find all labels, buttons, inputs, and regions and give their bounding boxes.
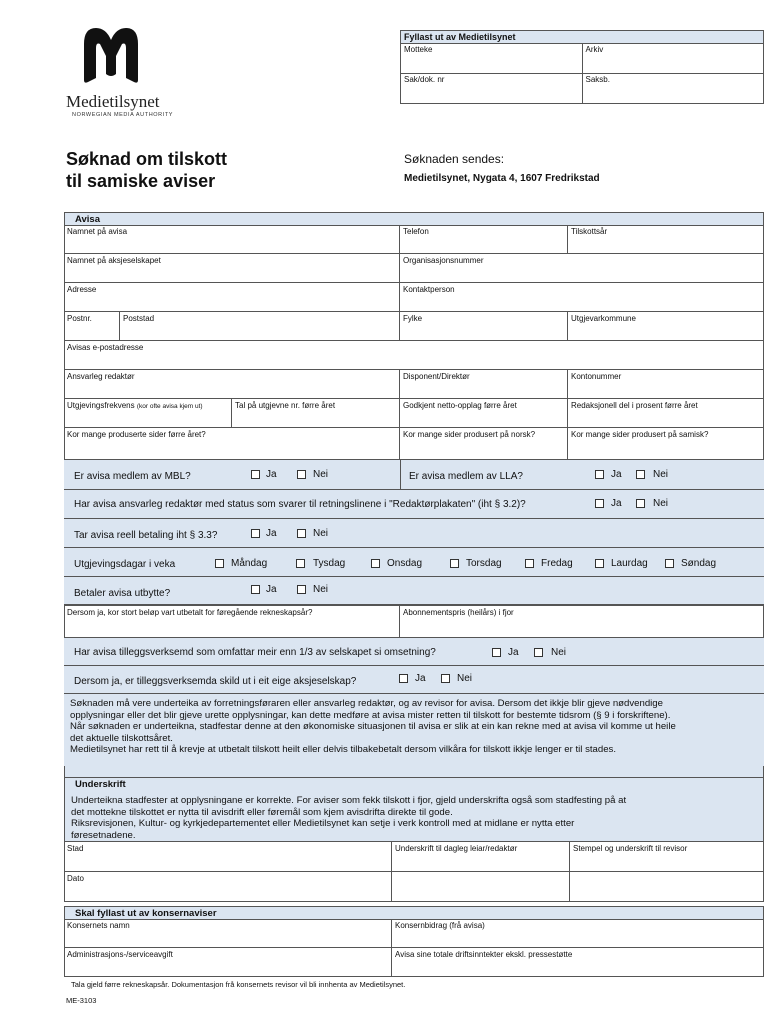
utbytte-question: Betaler avisa utbytte? (74, 588, 171, 599)
betaling-question: Tar avisa reell betaling iht § 3.3? (74, 530, 218, 541)
utbytte-nei-label: Nei (313, 584, 329, 595)
tilskottsar-field[interactable]: Tilskottsår (571, 227, 608, 236)
motteke-field[interactable]: Motteke (401, 44, 583, 74)
day-label-fredag: Fredag (541, 558, 573, 569)
day-checkbox-sondag[interactable] (665, 559, 674, 568)
redaktorplakat-nei-label: Nei (653, 498, 669, 509)
orgnr-field[interactable]: Organisasjonsnummer (403, 256, 484, 265)
day-label-laurdag: Laurdag (611, 558, 648, 569)
sakdok-field[interactable]: Sak/dok. nr (401, 74, 583, 104)
notice-line: opplysningar eller det blir gjeve urette opplysningar, kan dette medføre at avisa mister retten til tilskott for bestemte tidsrom (§ 9 i forskriftene). (70, 709, 671, 721)
day-checkbox-torsdag[interactable] (450, 559, 459, 568)
tillegg-skild-ja-checkbox[interactable] (399, 674, 408, 683)
table-row (64, 842, 764, 872)
tillegg-skild-ja-label: Ja (415, 673, 426, 684)
underskrift-line: føresetnadene. (71, 829, 136, 841)
belop-field[interactable]: Dersom ja, kor stort beløp vart utbetalt for føregående rekneskapsår? (64, 606, 400, 637)
title-line-2: til samiske aviser (66, 171, 216, 191)
lla-nei-label: Nei (653, 469, 669, 480)
day-label-sondag: Søndag (681, 558, 717, 569)
tillegg-ja-label: Ja (508, 647, 519, 658)
kontaktperson-field[interactable]: Kontaktperson (403, 285, 455, 294)
epost-field[interactable]: Avisas e-postadresse (67, 343, 144, 352)
office-use-box (400, 30, 764, 104)
notice-text (70, 698, 760, 756)
divider (400, 460, 401, 489)
question-tillegg (64, 638, 764, 666)
logo-subtitle: NORWEGIAN MEDIA AUTHORITY (72, 112, 174, 118)
avisa-header: Avisa (64, 212, 764, 226)
question-mbl-lla (64, 460, 764, 490)
mbl-ja-label: Ja (266, 469, 277, 480)
day-label-tysdag: Tysdag (313, 558, 346, 569)
leiar-signature-field[interactable]: Underskrift til dagleg leiar/redaktør (392, 842, 570, 871)
konsern-namn-field[interactable]: Konsernets namn (64, 919, 392, 947)
day-checkbox-laurdag[interactable] (595, 559, 604, 568)
telefon-field[interactable]: Telefon (400, 225, 568, 253)
driftsinntekter-field[interactable]: Avisa sine totale driftsinntekter ekskl. pressestøtte (395, 950, 573, 959)
stad-field[interactable]: Stad (64, 842, 392, 871)
underskrift-line: Riksrevisjonen, Kultur- og kyrkjedepartementet eller Medietilsynet kan setje i verk kontroll med at midlane er nytta etter (71, 818, 575, 829)
tillegg-question: Har avisa tilleggsverksemd som omfattar meir enn 1/3 av selskapet si omsetning? (74, 647, 436, 658)
table-row (64, 341, 764, 370)
question-betaling (64, 519, 764, 548)
mbl-question: Er avisa medlem av MBL? (74, 471, 191, 482)
notice-line: Medietilsynet har rett til å krevje at utbetalt tilskott heilt eller delvis tilbakebetalt dersom vilkåra for tilskott ikkje lenger er til stades. (70, 744, 617, 755)
dagar-question: Utgjevingsdagar i veka (74, 559, 176, 570)
revisor-stamp-field[interactable]: Stempel og underskrift til revisor (573, 844, 688, 853)
table-row (64, 399, 764, 428)
tillegg-nei-checkbox[interactable] (534, 648, 543, 657)
mbl-nei-label: Nei (313, 469, 329, 480)
utbytte-nei-checkbox[interactable] (297, 585, 306, 594)
aksjeselskap-field[interactable]: Namnet på aksjeselskapet (64, 254, 400, 282)
table-row (64, 428, 764, 460)
frekvens-label: Utgjevingsfrekvens (67, 401, 135, 410)
frekvens-field[interactable] (64, 399, 232, 427)
disponent-field[interactable]: Disponent/Direktør (400, 370, 568, 398)
send-address: Medietilsynet, Nygata 4, 1607 Fredrikstad (404, 173, 600, 184)
mbl-ja-checkbox[interactable] (251, 470, 260, 479)
dato-field[interactable]: Dato (64, 872, 392, 901)
day-label-torsdag: Torsdag (466, 558, 502, 569)
frekvens-note: (kor ofte avisa kjem ut) (136, 403, 203, 410)
table-row (64, 225, 764, 254)
table-row (64, 948, 764, 977)
question-dagar (64, 548, 764, 577)
konsern-header: Skal fyllast ut av konsernaviser (64, 906, 764, 920)
day-checkbox-fredag[interactable] (525, 559, 534, 568)
underskrift-line: det mottekne tilskottet er nytta til avisdrift eller føremål som kjem avisdrifta direkte til gode. (71, 806, 453, 818)
mbl-nei-checkbox[interactable] (297, 470, 306, 479)
lla-ja-checkbox[interactable] (595, 470, 604, 479)
question-tillegg-skild (64, 666, 764, 694)
page-title (66, 148, 366, 192)
admin-avgift-field[interactable]: Administrasjons-/serviceavgift (64, 948, 392, 977)
konsernbidrag-field[interactable]: Konsernbidrag (frå avisa) (395, 921, 485, 930)
table-row (64, 872, 764, 902)
day-checkbox-mandag[interactable] (215, 559, 224, 568)
sider-field[interactable]: Kor mange produserte sider førre året? (64, 428, 400, 459)
opplag-field[interactable]: Godkjent netto-opplag førre året (400, 399, 568, 427)
office-use-header: Fyllast ut av Medietilsynet (401, 31, 764, 44)
notice-line: Når søknaden er underteikna, stadfestar denne at den økonomiske situasjonen til avisa er slik at ein kan rekne med at avisa vil komme ut heile (70, 721, 676, 732)
day-checkbox-onsdag[interactable] (371, 559, 380, 568)
adresse-field[interactable]: Adresse (64, 283, 400, 311)
redaktorplakat-nei-checkbox[interactable] (636, 499, 645, 508)
tillegg-skild-question: Dersom ja, er tilleggsverksemda skild ut i eit eige aksjeselskap? (74, 676, 357, 687)
underskrift-text (71, 795, 761, 841)
notice-box (64, 694, 764, 766)
saksb-field[interactable]: Saksb. (582, 74, 764, 104)
poststad-field[interactable]: Poststad (120, 312, 400, 340)
table-row (64, 370, 764, 399)
title-line-1: Søknad om tilskott (66, 149, 228, 169)
sider-samisk-field[interactable]: Kor mange sider produsert på samisk? (571, 430, 709, 439)
day-label-mandag: Måndag (231, 558, 268, 569)
arkiv-field[interactable]: Arkiv (582, 44, 764, 74)
table-row (64, 283, 764, 312)
redaktor-field[interactable]: Ansvarleg redaktør (64, 370, 400, 398)
sider-norsk-field[interactable]: Kor mange sider produsert på norsk? (400, 428, 568, 459)
utbytte-ja-checkbox[interactable] (251, 585, 260, 594)
send-label: Søknaden sendes: (404, 152, 505, 166)
redaktorplakat-ja-checkbox[interactable] (595, 499, 604, 508)
form-code: ME-3103 (66, 996, 97, 1005)
kommune-field[interactable]: Utgjevarkommune (571, 314, 636, 323)
tillegg-ja-checkbox[interactable] (492, 648, 501, 657)
lla-ja-label: Ja (611, 469, 622, 480)
utbytte-ja-label: Ja (266, 584, 277, 595)
fylke-field[interactable]: Fylke (400, 312, 568, 340)
redaksjonell-field[interactable]: Redaksjonell del i prosent førre året (571, 401, 698, 410)
table-row (64, 312, 764, 341)
kontonummer-field[interactable]: Kontonummer (571, 372, 622, 381)
notice-line: det aktuelle tilskottsåret. (70, 732, 173, 744)
betaling-ja-checkbox[interactable] (251, 529, 260, 538)
underskrift-header: Underskrift (64, 777, 764, 791)
tillegg-skild-nei-checkbox[interactable] (441, 674, 450, 683)
betaling-nei-checkbox[interactable] (297, 529, 306, 538)
table-row (64, 919, 764, 948)
tillegg-nei-label: Nei (551, 647, 567, 658)
abonnement-field[interactable]: Abonnementspris (heilårs) i fjor (403, 608, 514, 617)
lla-nei-checkbox[interactable] (636, 470, 645, 479)
revisor-stamp-area[interactable] (570, 872, 764, 901)
tillegg-skild-nei-label: Nei (457, 673, 473, 684)
table-row (64, 254, 764, 283)
question-utbytte (64, 577, 764, 605)
redaktorplakat-ja-label: Ja (611, 498, 622, 509)
postnr-field[interactable]: Postnr. (64, 312, 120, 340)
betaling-ja-label: Ja (266, 528, 277, 539)
redaktorplakat-question: Har avisa ansvarleg redaktør med status som svarer til retningslinene i "Redaktørplakaten" (iht § 3.2)? (74, 499, 526, 510)
footnote: Tala gjeld førre rekneskapsår. Dokumentasjon frå konsernets revisor vil bli innhenta av Medietilsynet. (71, 980, 406, 989)
notice-line: Søknaden må vere underteika av forretningsføraren eller ansvarleg redaktør, og av revisor for avisa. Dersom det ikkje blir gjeve nødvendige (70, 698, 663, 709)
question-redaktorplakat (64, 490, 764, 519)
lla-question: Er avisa medlem av LLA? (409, 471, 523, 482)
underskrift-line: Underteikna stadfester at opplysningane er korrekte. For aviser som fekk tilskott i fjor, gjeld underskrifta også som stadfesting på at (71, 795, 627, 806)
day-checkbox-tysdag[interactable] (296, 559, 305, 568)
logo-name: Medietilsynet (66, 92, 160, 111)
medietilsynet-logo-icon (80, 26, 142, 84)
leiar-signature-area[interactable] (392, 872, 570, 901)
table-row (64, 605, 764, 638)
betaling-nei-label: Nei (313, 528, 329, 539)
underskrift-text-box (64, 790, 764, 842)
utgjevne-field[interactable]: Tal på utgjevne nr. førre året (232, 399, 400, 427)
day-label-onsdag: Onsdag (387, 558, 423, 569)
avisa-name-field[interactable]: Namnet på avisa (64, 225, 400, 253)
